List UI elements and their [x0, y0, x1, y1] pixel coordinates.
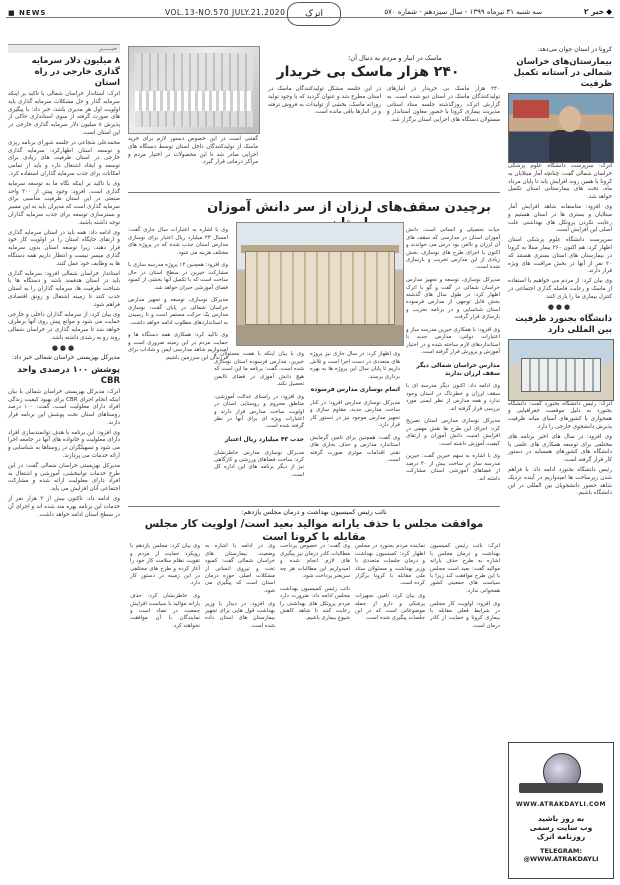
article-title[interactable]: ۲۴۰ هزار ماسک بی خریدار	[276, 64, 460, 80]
article-paragraph: مدیرکل نوسازی مدارس استان تصریح کرد: اجرای این طرح ها نقش مهمی در افزایش امنیت دانش آموزان و ارتقای کیفیت آموزش داشته است.	[406, 418, 500, 447]
section-label: ◆خبر ۲	[583, 7, 612, 16]
article-paragraph: وی افزود: این برنامه با هدف توانمندسازی افراد دارای معلولیت و خانواده های آنها در جامعه اجرا می شود و تسهیلگران در روستاها به شناسایی و ارائه خدمات می پردازند.	[8, 429, 120, 460]
center-area	[128, 44, 500, 881]
story-column	[406, 222, 500, 498]
article-paragraph: وی تاکید کرد: همکاری همه دستگاه ها و حمایت مردم در این زمینه ضروری است و امیدواریم شاهد مدارسی ایمن و شاداب برای فرزندان این سرزمین باشیم.	[128, 332, 228, 361]
article-title[interactable]: موافقت مجلس با حذف یارانه موالید بعید است/ اولویت کار مجلس مقابله با کرونا است	[144, 518, 484, 543]
article-body	[264, 86, 500, 127]
column-bar: خبــــــر	[8, 44, 120, 53]
article-paragraph: وی بیان کرد: مجلس یازدهم با رویکرد حمایت از مردم و تقویت نظام سلامت کار خود را آغاز کرده و طرح های مختلفی در این زمینه در دستور کار دارد.	[130, 543, 200, 587]
volume-number: VOL.13-NO.570	[165, 8, 230, 17]
article-paragraph: نماینده مردم بجنورد در مجلس اظهار کرد: کمیسیون بهداشت و درمان جلسات متعددی با وزیر بهداشت و مسئولان ستاد ملی مقابله با کرونا برگزار کرده است.	[355, 543, 425, 587]
advert-line: روزنامه اترک	[536, 832, 586, 841]
article-paragraph: اترک: رئیس دانشگاه بجنورد گفت: دانشگاه بجنورد به دلیل موقعیت جغرافیایی و همجواری با کشورهای آسیای میانه ظرفیت پذیرش دانشجوی خارجی را دارد.	[508, 400, 612, 430]
story-column	[130, 538, 200, 878]
article-paragraph: وی اظهار کرد: در سال جاری نیز پروژه های متعددی در دست اجرا است و تلاش داریم تا پایان سال این پروژه ها به بهره برداری برسند.	[310, 351, 400, 380]
mask-production-photo[interactable]	[128, 46, 260, 134]
article-paragraph: وی افزود: در سال های اخیر برنامه های مختلفی برای توسعه همکاری های علمی با دانشگاه های کشورهای همسایه در دستور کار قرار گرفته است.	[508, 433, 612, 464]
article-paragraph: وی خاطرنشان کرد: حذف یارانه موالید با سیاست افزایش جمعیت در تضاد است و نمایندگان با آن موافقت نخواهند کرد.	[130, 593, 200, 629]
article-paragraph: استاندار خراسان شمالی افزود: سرمایه گذاری باید در استان هدفمند باشد و دستگاه ها با شناخت ظرفیت ها، سرمایه گذاران را به استان جذب کنند تا زمینه اشتغال و رونق اقتصادی فراهم شود.	[8, 270, 120, 308]
story-column	[128, 222, 228, 498]
article-paragraph: اترک: استاندار خراسان شمالی با تاکید بر اینکه سرمایه گذار و حل مشکلات سرمایه گذاری باید اولویت اول هر مدیری باشد، خبر داد: با پیگیری های صورت گرفته از سوی استانداری حاکی از پذیرش ۸ میلیون دلار سرمایه گذاری خارجی در این استان است.	[8, 91, 120, 136]
article-kicker: کرونا در استان جوان می‌دهد:	[537, 46, 612, 53]
university-building-photo[interactable]	[508, 339, 614, 401]
address-bar-icon	[519, 783, 603, 793]
advert-url[interactable]: WWW.ATRAKDAYLI.COM	[515, 801, 607, 808]
article-paragraph: وی بیان کرد: از سرمایه گذاران داخلی و خارجی حمایت می شود و موانع پیش روی آنها برطرف خواهد شد تا سرمایه گذاری در خراسان شمالی روند رو به رشدی داشته باشد.	[8, 311, 120, 341]
article-paragraph: وی افزود: با همکاری خیرین مدرسه ساز و اعتبارات دولتی، مدارس جدید با استانداردهای لازم ساخته شده و در اختیار آموزش و پرورش قرار گرفته است.	[406, 327, 500, 356]
article-paragraph: اترک: سرپرست دانشگاه علوم پزشکی خراسان شمالی گفت: چنانچه آمار مبتلایان به کرونا با همین روند افزایش یابد تا پایان مرداد ماه، تخت های بیمارستانی استان تکمیل خواهد شد.	[508, 163, 612, 201]
newspaper-logo[interactable]: اترک	[287, 2, 341, 26]
telegram-label: TELEGRAM:	[540, 847, 582, 855]
bottom-story-body	[128, 538, 500, 878]
article-paragraph: وی با تاکید بر اینکه نگاه ما به توسعه سرمایه گذاری است، افزود: وجود پیش از ۳۰۰ واحد صنعتی در این استان ظرفیت مناسبی برای سرمایه گذاری است که مدیران باید به این مسیر و بسترسازی توسعه برای جذب سرمایه گذاران توجه داشته باشند.	[8, 180, 120, 226]
article-paragraph: مدیرکل نوسازی، توسعه و تجهیز مدارس خراسان شمالی در گفت و گو با اترک اظهار کرد: در طول سال های گذشته بخش قابل توجهی از مدارس فرسوده استان شناسایی و در برنامه تخریب و بازسازی قرار گرفت.	[406, 277, 500, 321]
article-paragraph: وی در ادامه با اشاره به وضعیت بیمارستان های خراسان شمالی گفت: کمبود تخت و نیروی انسانی از مشکلات اصلی حوزه درمان استان است که پیگیری می شود.	[205, 543, 275, 594]
school-building-photo[interactable]	[236, 222, 404, 346]
article-paragraph: وی ادامه داد: تاکنون بیش از ۳ هزار نفر از خدمات این برنامه بهره مند شده اند و اجرای آن در سطح استان ادامه خواهد داشت.	[8, 496, 120, 518]
separator-dots: ●●●	[51, 343, 77, 352]
masthead-header	[0, 0, 620, 28]
article-paragraph: وی گفت: در خصوص پرداخت مطالبات کادر درمان نیز پیگیری های لازم انجام شده و امیدواریم این مطالبات هر چه سریعتر پرداخت شود.	[280, 543, 350, 580]
article-title[interactable]: بیمارستان‌های خراسان شمالی در آستانه تکمیل ظرفیت	[513, 57, 612, 89]
left-column	[8, 44, 120, 881]
article-paragraph: در این جلسه مشکل تولیدکنندگان ماسک در استان مطرح شد و عنوان گردید که با وجود تولید روزانه ماسک، بخشی از تولیدات به فروش نرفته و در انبارها باقی مانده است.	[268, 86, 381, 116]
issue-date: JULY.21.2020	[232, 8, 286, 17]
article-paragraph: وی افزود: در راستای عدالت آموزشی، مناطق محروم و روستایی استان در اولویت ساخت مدارس قرار دارند و اعتبارات ویژه ای برای آنها در نظر گرفته شده است.	[214, 393, 304, 430]
article-title[interactable]: دانشگاه بجنورد ظرفیت بین المللی دارد	[515, 313, 612, 335]
right-column	[508, 44, 612, 881]
article-kicker: ماسک در انبار و مردم به دنبال آن؛	[348, 54, 442, 62]
article-paragraph: وی بیان کرد: تامین تجهیزات پزشکی و دارو از جمله موضوعاتی است که در این جلسات پیگیری شده است.	[355, 593, 425, 622]
article-paragraph: وی افزود: همچنین ۱۲ پروژه مدرسه سازی با مشارکت خیرین در سطح استان در حال ساخت است که با تکمیل آنها بخشی از کمبود فضای آموزشی جبران خواهد شد.	[128, 262, 228, 291]
article-kicker: مدیرکل بهزیستی خراسان شمالی خبر داد:	[11, 353, 120, 361]
story-column	[205, 538, 275, 878]
article-paragraph: مدیرکل بهزیستی خراسان شمالی گفت: در این طرح خدمات توانبخشی، آموزشی و اشتغال به افراد دارای معلولیت ارائه شده و مشارکت اجتماعی آنان افزایش می یابد.	[8, 462, 120, 493]
article-paragraph: رئیس دانشگاه بجنورد ادامه داد: با فراهم شدن زیرساخت ها امیدواریم در آینده نزدیک شاهد حضور دانشجویان بین المللی در این دانشگاه باشیم.	[508, 466, 612, 497]
article-paragraph: نائب رئیس کمیسیون بهداشت مجلس ادامه داد: ضرورت دارد مردم پروتکل های بهداشتی را رعایت کنند تا شاهد کاهش شیوع بیماری باشیم.	[280, 585, 350, 622]
subheading: جذب ۴۳ میلیارد ریال اعتبار	[224, 436, 304, 444]
news-label: ■ NEWS	[8, 9, 47, 17]
article-paragraph: وی گفت: همچنین برای تامین گرمایش استاندارد مدارس و حذف بخاری های نفتی اقدامات موثری صورت گرفته است.	[310, 434, 400, 464]
advert-line: وب سایت رسمی	[529, 823, 593, 832]
article-paragraph: وی با اشاره به اعتبارات سال جاری گفت: امسال ۴۳ میلیارد ریال اعتبار برای نوسازی مدارس استان جذب شده که در پروژه های مختلف هزینه می شود.	[128, 227, 228, 256]
advert-line: به روز باشید	[537, 814, 585, 823]
article-paragraph: وی با بیان اینکه با همت مسئولان و خیرین، مدارس فرسوده استان نوسازی شده است، گفت: برنامه ما این است که هیچ دانش آموزی در فضای ناایمن تحصیل نکند.	[214, 351, 304, 388]
article-paragraph: وی افزود: اولویت کار مجلس در شرایط فعلی مقابله با بیماری کرونا و حمایت از کادر درمان است.	[430, 600, 500, 629]
story-column	[430, 538, 500, 878]
story-column	[280, 538, 350, 878]
article-paragraph: اترک: مدیرکل بهزیستی خراسان شمالی با بیان اینکه انجام اجرای CBR برای بهبود کیفیت زندگی افراد دارای معلولیت است، گفت: ۱۰۰ درصد روستاهای استان تحت پوشش این برنامه قرار دارند.	[8, 388, 120, 426]
article-paragraph: مدیرکل نوسازی، توسعه و تجهیز مدارس خراسان شمالی در پایان گفت: نوسازی مدارس یک حرکت مستمر است و تا رسیدن به استانداردهای مطلوب ادامه خواهد داشت.	[128, 297, 228, 326]
telegram-handle[interactable]: @WWW.ATRAKDAYLI	[523, 855, 599, 863]
subheading: مدارس خراسان شمالی دیگر سقف لرزان ندارند	[416, 362, 500, 378]
article-paragraph: محمدعلی شجاعی در جلسه شورای برنامه ریزی و توسعه استان اظهارکرد: سرمایه گذاری خارجی در استان ظرفیت های زیادی برای توسعه و ایجاد اشتغال دارد و باید از تمامی امکانات برای جذب سرمایه گذاران استفاده کرد.	[8, 139, 120, 177]
article-kicker: نائب رئیس کمیسیون بهداشت و درمان مجلس یازدهم:	[241, 508, 387, 516]
separator-dots: ●●●	[547, 302, 573, 311]
article-paragraph: حیات تحصیلی و انسانی است. دانش آموزان استان در مدارسی که سقف های آن لرزان و ناامن بود درس می خواندند و اکنون با اجرای طرح های نوسازی، بخش زیادی از این مدارس تخریب و بازسازی شده است.	[406, 227, 500, 271]
article-paragraph: وی افزود: متاسفانه شاهد افزایش آمار مبتلایان و بستری ها در استان هستیم و رعایت نکردن پروتکل های بهداشتی علت اصلی این افزایش است.	[508, 203, 612, 234]
article-paragraph: سرپرست دانشگاه علوم پزشکی استان اظهار کرد: هم اکنون ۲۶۰ بیمار مبتلا به کرونا در بیمارستان های استان بستری هستند که ۳۰ نفر از آنها در بخش مراقبت های ویژه قرار دارند.	[508, 237, 612, 275]
article-paragraph: وی با اشاره به سهم خیرین گفت: خیرین مدرسه ساز در ساخت بیش از ۴۰ درصد از فضاهای آموزشی استان مشارکت داشته اند.	[406, 453, 500, 482]
article-paragraph: ۲۴۰ هزار ماسک بی خریدار در انبارهای تولیدکنندگان ماسک در استان دپو شده است. به گزارش اترک، روزگذشته جلسه ستاد استانی مدیریت بیماری کرونا با حضور معاون استاندار و مسئولان دستگاه های اجرایی استان برگزار شد.	[387, 86, 500, 124]
official-portrait-photo[interactable]	[508, 93, 614, 163]
website-advert[interactable]	[508, 742, 614, 879]
article-paragraph: اترک: نائب رئیس کمیسیون بهداشت و درمان مجلس با اشاره به طرح حذف یارانه موالید گفت: بعید است مجلس با این طرح موافقت کند زیرا با سیاست های جمعیتی کشور همخوانی ندارد.	[430, 543, 500, 594]
main-headline[interactable]: برچیدن سقف‌های لرزان از سر دانش آموزان	[207, 200, 491, 215]
article-paragraph: گفتنی است در این خصوص دستور لازم برای خرید ماسک از تولیدکنندگان داخل استان توسط دستگاه های اجرایی صادر شد تا این محصولات در اختیار مردم و مراکز درمانی قرار گیرد.	[128, 136, 258, 166]
article-paragraph: مدیرکل نوسازی مدارس افزود: در کنار ساخت مدارس جدید، مقاوم سازی و تجهیز مدارس موجود نیز در دستور کار قرار دارد.	[310, 399, 400, 429]
article-paragraph: وی ادامه داد: اکنون دیگر مدرسه ای با سقف لرزان و خطرناک در استان وجود ندارد و همه مدارس از نظر ایمنی مورد بررسی قرار گرفته اند.	[406, 383, 500, 412]
article-paragraph: وی ادامه داد: همه باید در استان سرمایه گذاری و ارتقای جایگاه استان را در اولویت کار خود قرار دهند، زیرا توسعه استان بدون سرمایه گذاری میسر نیست و انتظار داریم همه دستگاه ها به وظایف خود عمل کنند.	[8, 229, 120, 267]
issue-info: سه شنبه ۳۱ تیرماه ۱۳۹۹ - سال سیزدهم - شماره ۵۷۰	[384, 8, 542, 16]
story-column	[355, 538, 425, 878]
article-paragraph: مدیرکل نوسازی مدارس خاطرنشان کرد: ساخت فضاهای ورزشی و کارگاهی نیز از دیگر برنامه های این اداره کل است.	[214, 449, 304, 478]
article-paragraph: وی افزود: در دیدار با وزیر بهداشت قول هایی برای تجهیز بیمارستان های استان داده شده است.	[205, 600, 275, 629]
article-title[interactable]: پوشش ۱۰۰ درصدی واحد CBR	[17, 364, 120, 386]
story-column	[310, 346, 400, 498]
article-title[interactable]: ۸ میلیون دلار سرمایه گذاری خارجی در راه استان	[31, 56, 120, 88]
article-paragraph: وی بیان کرد: از مردم می خواهیم با استفاده از ماسک و رعایت فاصله گذاری اجتماعی در کنترل بیماری ما را یاری کنند.	[508, 278, 612, 300]
header-divider	[6, 17, 614, 18]
subheading: اتمام نوسازی مدارس فرسوده	[310, 386, 400, 394]
